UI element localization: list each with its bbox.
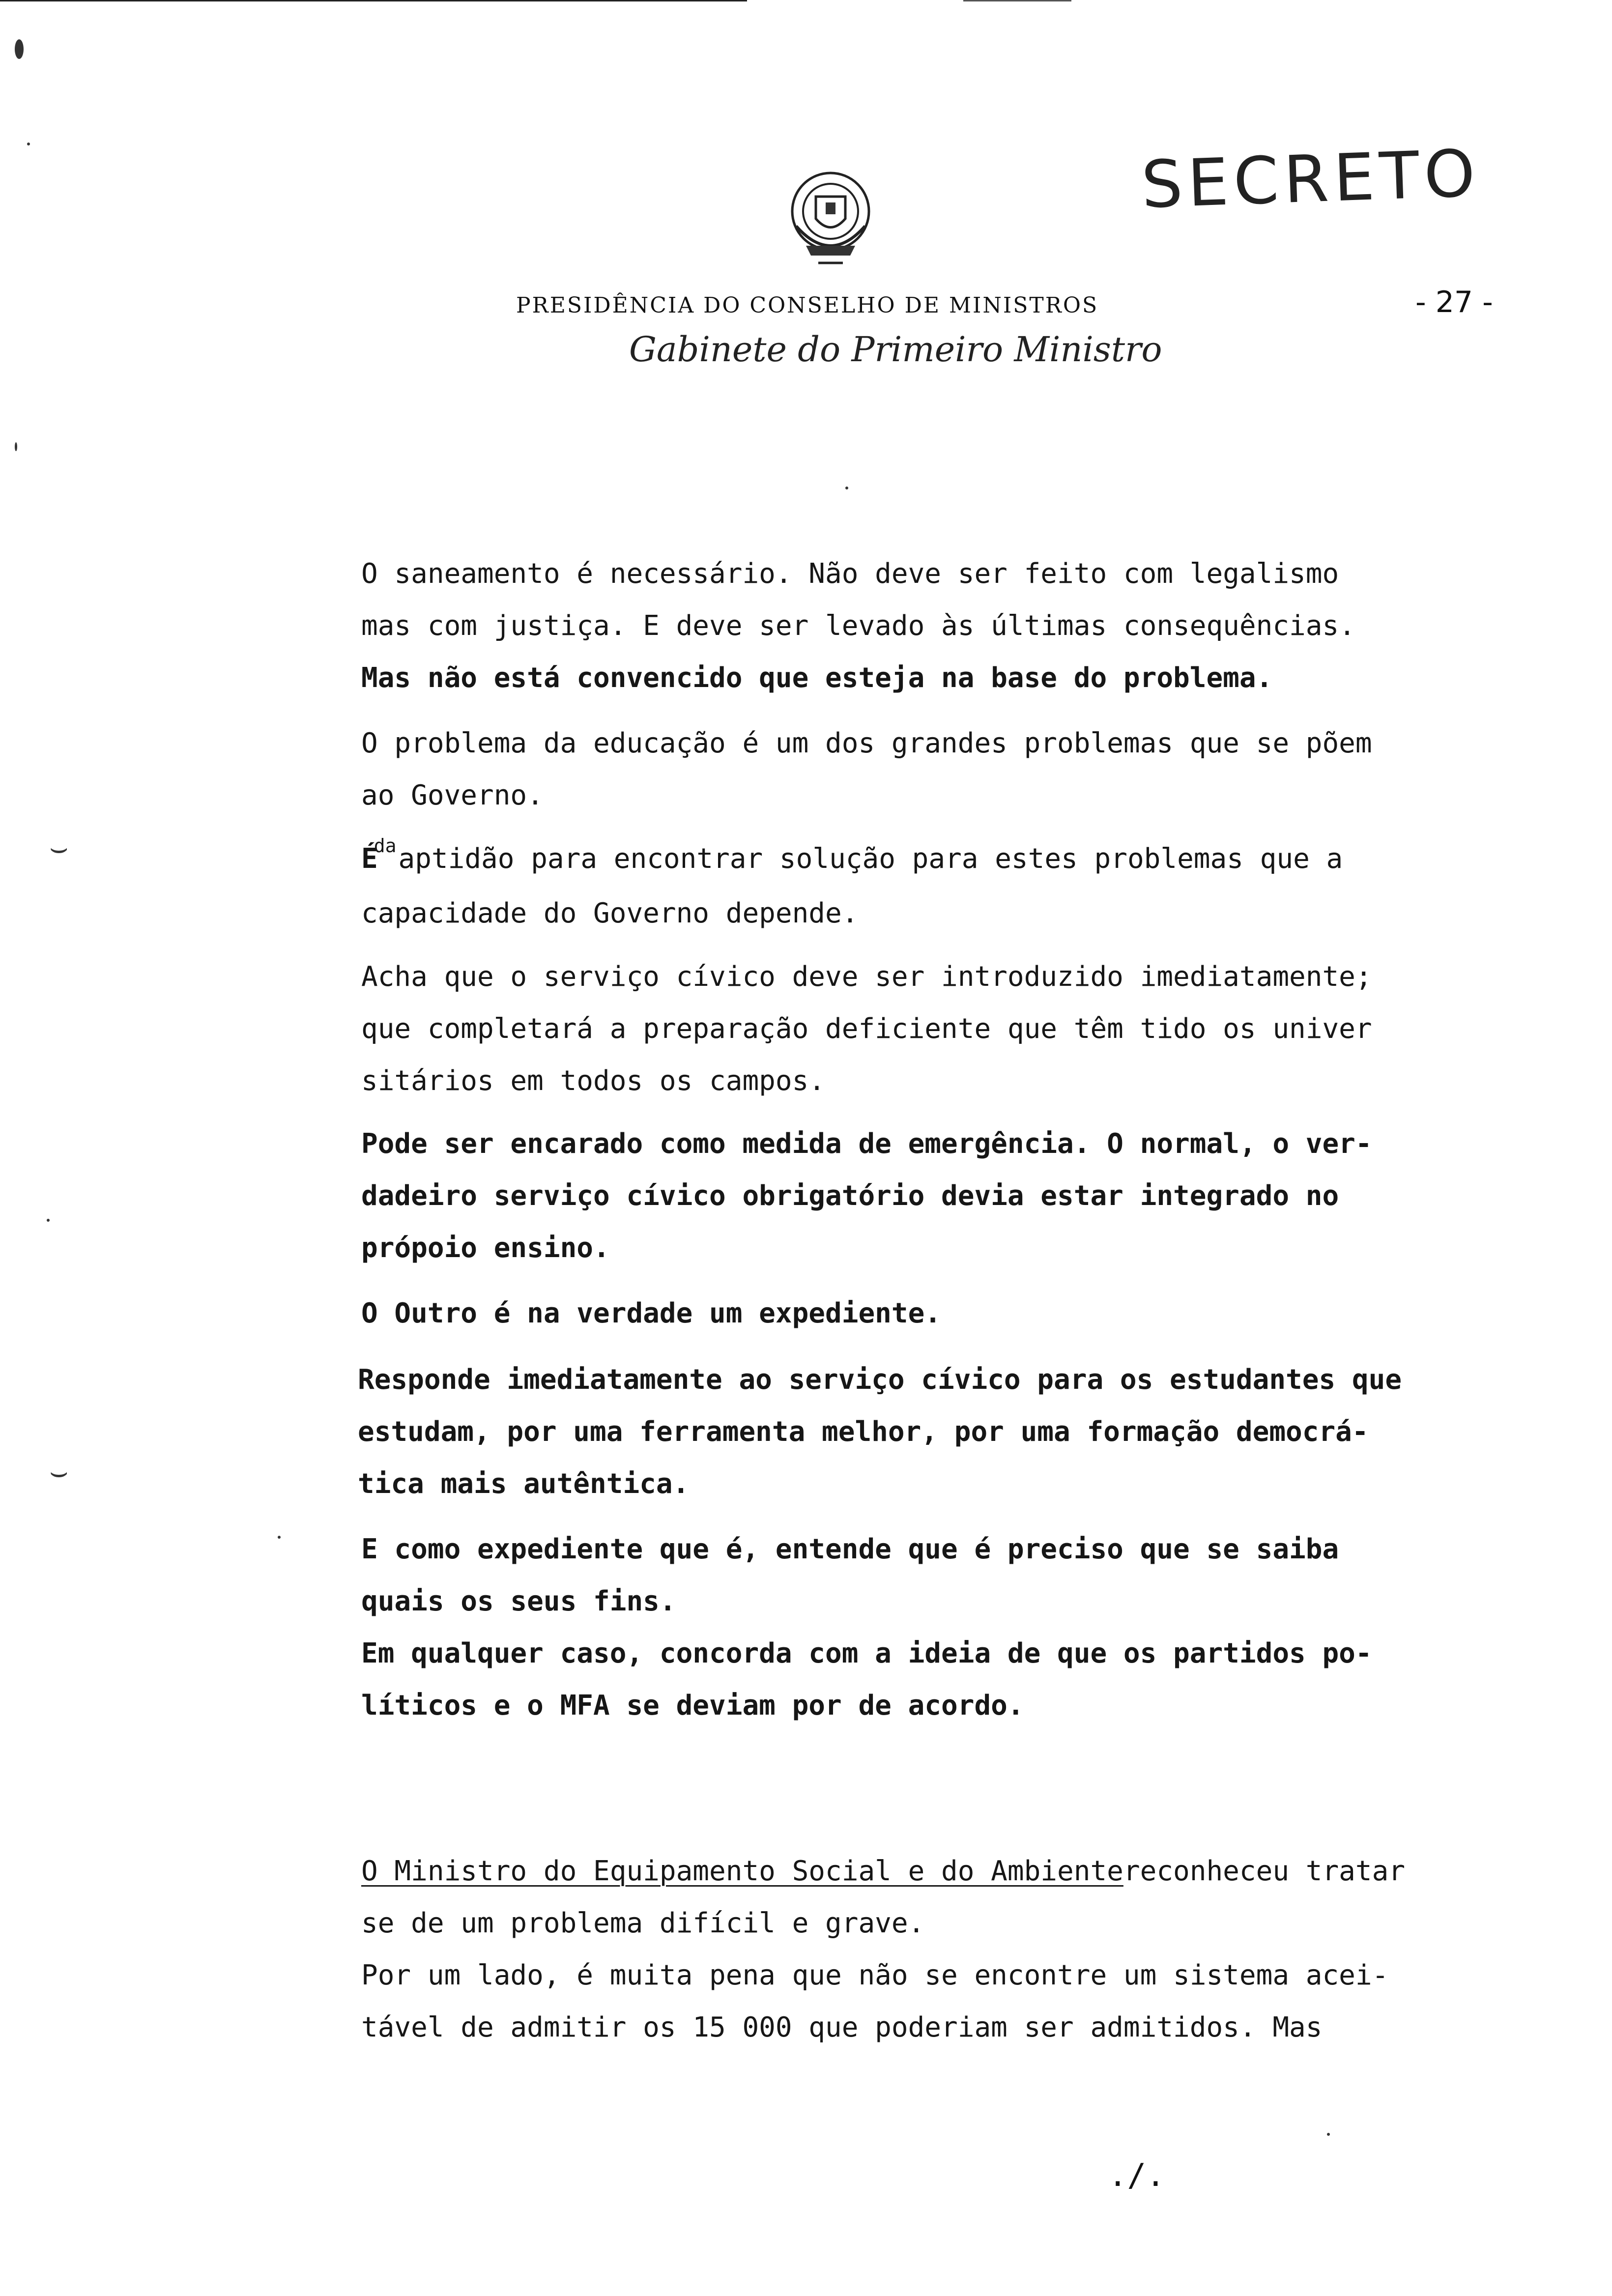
handwritten-correction: da [374, 835, 397, 857]
text-line: E como expediente que é, entende que é preciso que se saiba [361, 1533, 1339, 1565]
text-line: líticos e o MFA se deviam por de acordo. [361, 1690, 1024, 1722]
text-line: Em qualquer caso, concorda com a ideia de que os partidos po- [361, 1637, 1372, 1669]
paragraph [361, 1288, 1541, 1340]
text-line: capacidade do Governo depende. [361, 897, 859, 929]
text-line: Responde imediatamente ao serviço cívico para os estudantes que [358, 1364, 1402, 1396]
top-rule [963, 0, 1071, 1]
scan-speck [15, 39, 24, 59]
scan-speck [15, 442, 17, 451]
text-line: dadeiro serviço cívico obrigatório devia estar integrado no [361, 1180, 1339, 1212]
text-line: O Outro é na verdade um expediente. [361, 1297, 942, 1329]
secret-stamp: SECRETO [1140, 135, 1481, 223]
scan-speck [47, 1219, 50, 1222]
scan-speck [278, 1536, 281, 1539]
scan-speck [27, 143, 30, 145]
text-line: O saneamento é necessário. Não deve ser feito com legalismo [361, 558, 1339, 590]
coat-of-arms-icon [777, 162, 885, 275]
text-line: Por um lado, é muita pena que não se encontre um sistema acei- [361, 1959, 1389, 1991]
text-line: Mas não está convencido que esteja na base do problema. [361, 662, 1273, 694]
page-number: - 27 - [1415, 285, 1493, 319]
minister-heading: O Ministro do Equipamento Social e do Ambiente [361, 1855, 1123, 1887]
paragraph [361, 718, 1541, 822]
text-line: própoio ensino. [361, 1232, 610, 1264]
paragraph [361, 833, 1541, 940]
text-line: que completará a preparação deficiente que têm tido os univer [361, 1013, 1372, 1045]
text-line [361, 1845, 1541, 1897]
text-span: aptidão para encontrar solução para estes problemas que a [398, 843, 1343, 875]
text-line: se de um problema difícil e grave. [361, 1907, 925, 1939]
text-line: tica mais autêntica. [358, 1468, 690, 1500]
text-line: estudam, por uma ferramenta melhor, por uma formação democrá- [358, 1416, 1369, 1448]
letterhead-subtitle: Gabinete do Primeiro Ministro [629, 329, 1162, 370]
paragraph [361, 548, 1541, 704]
text-line: O problema da educação é um dos grandes problemas que se põem [361, 727, 1372, 759]
paragraph [358, 1354, 1537, 1510]
text-line: mas com justiça. E deve ser levado às últimas consequências. [361, 610, 1355, 642]
scan-speck [845, 487, 848, 489]
margin-mark: ⌣ [49, 831, 69, 865]
paragraph [361, 951, 1541, 1107]
text-line: quais os seus fins. [361, 1585, 676, 1617]
text-line: tável de admitir os 15 000 que poderiam ser admitidos. Mas [361, 2011, 1323, 2043]
paragraph [361, 1118, 1541, 1274]
text-line: ao Governo. [361, 779, 544, 811]
text-prefix: É [361, 843, 378, 875]
continuation-mark: ./. [1108, 2157, 1165, 2194]
margin-mark: ⌣ [49, 1455, 69, 1489]
paragraph [361, 1523, 1541, 1732]
text-line [361, 833, 1541, 888]
top-rule [0, 0, 747, 1]
scan-speck [1327, 2133, 1330, 2136]
text-line: sitários em todos os campos. [361, 1065, 826, 1097]
text-line: Pode ser encarado como medida de emergência. O normal, o ver- [361, 1128, 1372, 1160]
paragraph [361, 1845, 1541, 2054]
letterhead-title: PRESIDÊNCIA DO CONSELHO DE MINISTROS [516, 293, 1099, 318]
text-line: Acha que o serviço cívico deve ser introduzido imediatamente; [361, 961, 1372, 993]
text-span: reconheceu tratar [1123, 1855, 1406, 1887]
